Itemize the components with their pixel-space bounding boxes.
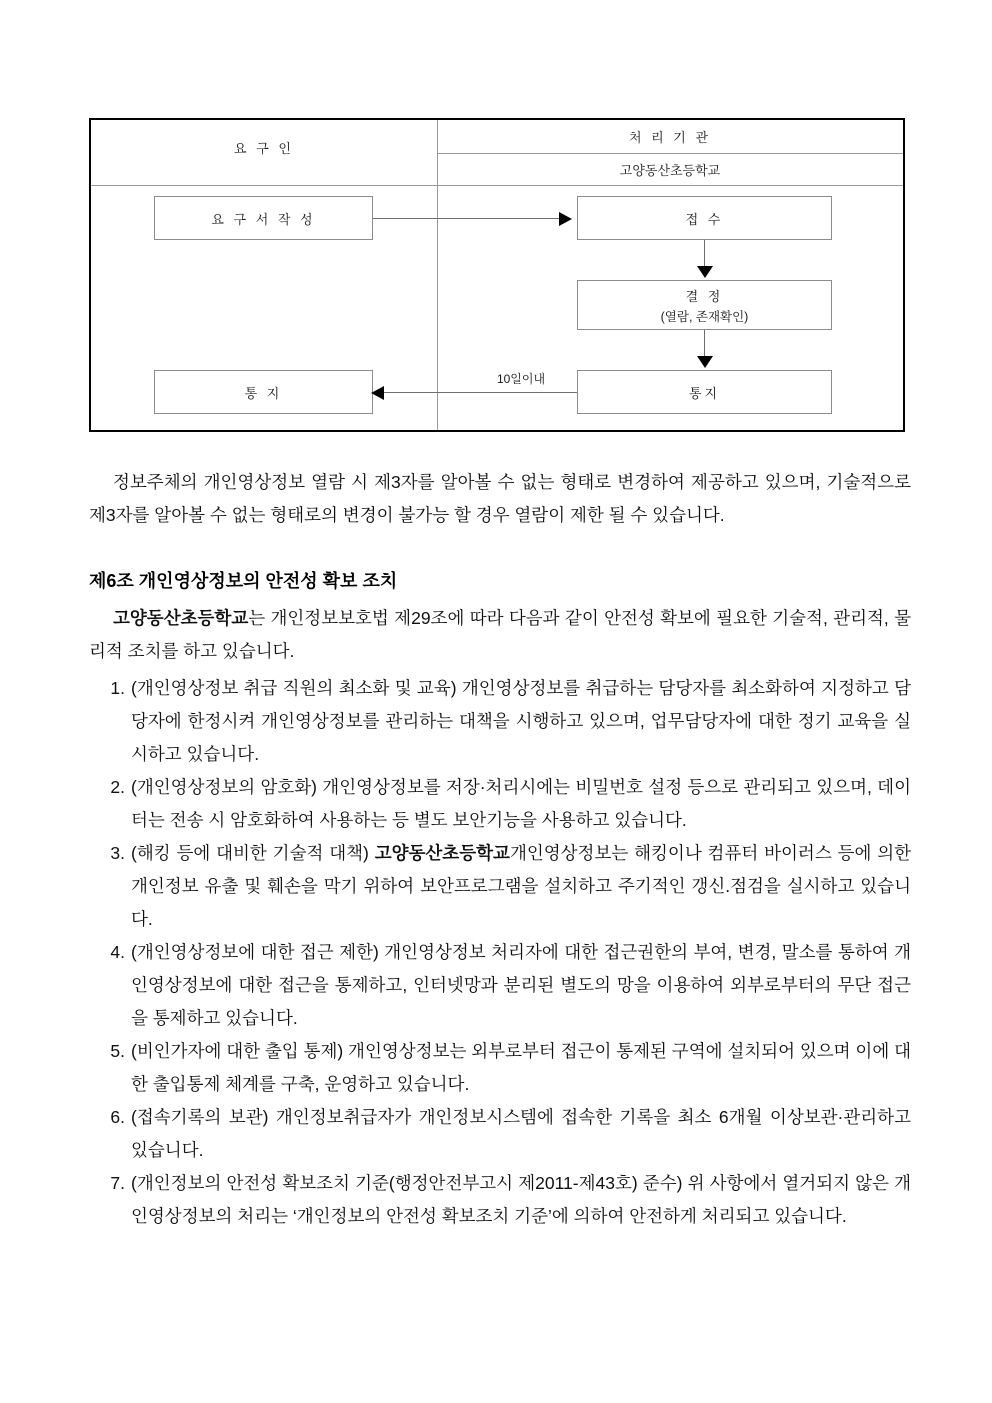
paragraph-article-6-intro [89,602,911,668]
list-item [89,1101,911,1167]
arrow-right-icon [559,212,572,226]
section-heading-article-6: 제6조 개인영상정보의 안전성 확보 조치 [89,571,398,591]
list-item-text: (개인영상정보의 암호화) 개인영상정보를 저장·처리시에는 비밀번호 설정 등으로 관리되고 있으며, 데이터는 전송 시 암호화하여 사용하는 등 별도 보안기능을 사용하고 있습니다. [131,777,911,830]
school-name-inline: 고양동산초등학교 [113,608,249,628]
flow-box-request-form [154,196,373,240]
connector-receive-to-decision [704,240,705,266]
list-item-prefix: (해킹 등에 대비한 기술적 대책) [131,843,375,863]
arrow-left-icon [371,386,384,400]
school-name-inline: 고양동산초등학교 [374,843,510,863]
list-item-text: (비인가자에 대한 출입 통제) 개인영상정보는 외부로부터 접근이 통제된 구역에 설치되어 있으며 이에 대한 출입통제 체계를 구축, 운영하고 있습니다. [131,1041,912,1094]
connector-request-to-receive [373,218,559,219]
flow-box-decision-label: 결 정 [685,288,724,304]
flow-box-notify-requester [154,370,373,414]
list-item-text: (개인영상정보 취급 직원의 최소화 및 교육) 개인영상정보를 취급하는 담당자를 최소화하여 지정하고 담당자에 한정시켜 개인영상정보를 관리하는 대책을 시행하고 있으며, 업무담당자에 대한 정기 교육을 실시하고 있습니다. [131,678,911,764]
flow-box-receive-label: 접 수 [685,211,724,227]
list-item [89,771,911,837]
flow-box-receive [577,196,832,240]
flow-box-decision [577,280,832,330]
document-body [89,466,911,1233]
list-item [89,1035,911,1101]
connector-decision-to-notify [704,330,705,356]
list-item-text: (개인정보의 안전성 확보조치 기준(행정안전부고시 제2011-제43호) 준수) 위 사항에서 열거되지 않은 개인영상정보의 처리는 ‘개인정보의 안전성 확보조치 기준’에 의하여 안전하게 처리되고 있습니다. [131,1173,911,1226]
list-item [89,837,911,936]
column-header-requester: 요 구 인 [234,141,294,156]
list-item-suffix: 개인영상정보는 해킹이나 컴퓨터 바이러스 등에 의한 개인정보 유출 및 훼손을 막기 위하여 보안프로그램을 설치하고 주기적인 갱신.점검을 실시하고 있습니다. [131,843,912,929]
flow-box-decision-sublabel: (열람, 존재확인) [660,309,749,324]
agency-header-sub-rule [437,153,903,154]
list-item [89,672,911,771]
paragraph-viewing-restriction: 정보주체의 개인영상정보 열람 시 제3자를 알아볼 수 없는 형태로 변경하여 제공하고 있으며, 기술적으로 제3자를 알아볼 수 없는 형태로의 변경이 불가능 할 경우 열람이 제한 될 수 있습니다. [89,472,911,525]
arrow-down-icon [697,356,713,368]
arrow-down-icon [697,266,713,278]
flow-box-notify-agency-label: 통지 [688,385,721,401]
connector-duration-label: 10일이내 [496,372,546,386]
column-header-agency: 처 리 기 관 [628,130,712,145]
list-item [89,936,911,1035]
flow-box-notify-agency [577,370,832,414]
list-item [89,1167,911,1233]
list-item-text: (개인영상정보에 대한 접근 제한) 개인영상정보 처리자에 대한 접근권한의 부여, 변경, 말소를 통하여 개인영상정보에 대한 접근을 통제하고, 인터넷망과 분리된 별도의 망을 이용하여 외부로부터의 무단 접근을 통제하고 있습니다. [131,942,911,1028]
process-flow-diagram [89,118,905,432]
agency-name-label: 고양동산초등학교 [619,163,721,178]
paragraph-article-6-intro-rest: 는 개인정보보호법 제29조에 따라 다음과 같이 안전성 확보에 필요한 기술적, 관리적, 물리적 조치를 하고 있습니다. [89,608,911,661]
measures-list [89,672,911,1233]
flow-box-notify-requester-label: 통 지 [244,385,283,401]
header-divider-rule [91,185,903,186]
flow-box-request-form-label: 요 구 서 작 성 [211,211,316,227]
list-item-text: (접속기록의 보관) 개인정보취급자가 개인정보시스템에 접속한 기록을 최소 6개월 이상보관·관리하고 있습니다. [131,1107,911,1160]
connector-notify-to-requester [384,392,577,393]
